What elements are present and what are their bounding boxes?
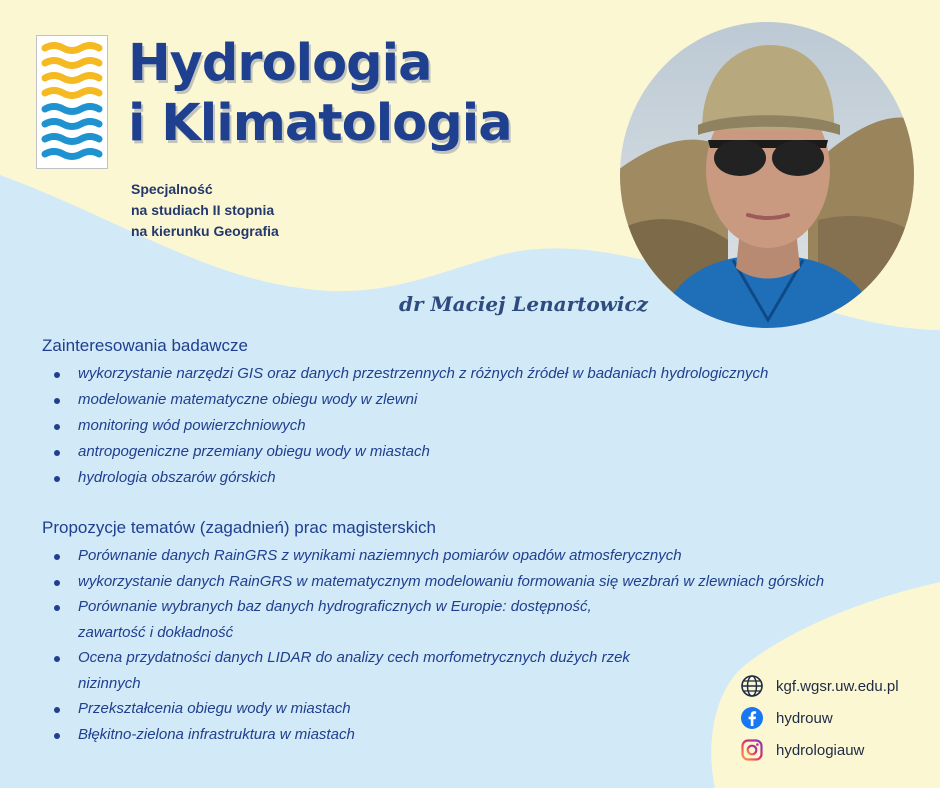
list-item: Porównanie danych RainGRS z wynikami naziemnych pomiarów opadów atmosferycznych: [42, 543, 922, 569]
contacts: [740, 670, 899, 766]
portrait-photo: [618, 20, 916, 330]
subtitle-line-2: na studiach II stopnia: [131, 202, 275, 218]
list-item: monitoring wód powierzchniowych: [42, 413, 922, 439]
title-line-2: i Klimatologia: [128, 94, 512, 153]
title-line-1: Hydrologia: [128, 34, 432, 93]
instagram-icon: [740, 738, 764, 762]
bullet-icon: [54, 450, 60, 456]
bullet-icon: [54, 476, 60, 482]
list-item: hydrologia obszarów górskich: [42, 465, 922, 491]
topics-heading: Propozycje tematów (zagadnień) prac magisterskich: [42, 518, 437, 537]
bullet-icon: [54, 580, 60, 586]
research-list: [42, 361, 922, 491]
list-item: wykorzystanie narzędzi GIS oraz danych przestrzennych z różnych źródeł w badaniach hydrologicznych: [42, 361, 922, 387]
bullet-icon: [54, 424, 60, 430]
research-heading: Zainteresowania badawcze: [42, 336, 249, 355]
bullet-icon: [54, 733, 60, 739]
bullet-icon: [54, 707, 60, 713]
website-link[interactable]: kgf.wgsr.uw.edu.pl: [776, 677, 899, 695]
list-item: antropogeniczne przemiany obiegu wody w miastach: [42, 439, 922, 465]
list-item: Ocena przydatności danych LIDAR do analizy cech morfometrycznych dużych rzek nizinnych: [42, 645, 658, 696]
list-item: Błękitno-zielona infrastruktura w miastach: [42, 722, 922, 748]
subtitle: [131, 179, 279, 242]
facebook-icon: [740, 706, 764, 730]
globe-icon: [740, 674, 764, 698]
contact-website[interactable]: [740, 670, 899, 702]
instagram-link[interactable]: hydrologiauw: [776, 741, 865, 759]
contact-facebook[interactable]: [740, 702, 899, 734]
logo-waves-icon: [36, 35, 108, 169]
bullet-icon: [54, 554, 60, 560]
bullet-icon: [54, 372, 60, 378]
research-section: [42, 335, 922, 491]
bullet-icon: [54, 656, 60, 662]
facebook-link[interactable]: hydrouw: [776, 709, 833, 727]
page-title: [128, 34, 512, 154]
subtitle-line-3: na kierunku Geografia: [131, 223, 279, 239]
subtitle-line-1: Specjalność: [131, 181, 213, 197]
person-name: dr Maciej Lenartowicz: [399, 292, 649, 316]
bullet-icon: [54, 398, 60, 404]
list-item: wykorzystanie danych RainGRS w matematycznym modelowaniu formowania się wezbrań w zlewniach górskich: [42, 569, 918, 595]
list-item: Porównanie wybranych baz danych hydrograficznych w Europie: dostępność, zawartość i dokładność: [42, 594, 618, 645]
list-item: modelowanie matematyczne obiegu wody w zlewni: [42, 387, 922, 413]
list-item: Przekształcenia obiegu wody w miastach: [42, 696, 922, 722]
bullet-icon: [54, 605, 60, 611]
contact-instagram[interactable]: [740, 734, 899, 766]
